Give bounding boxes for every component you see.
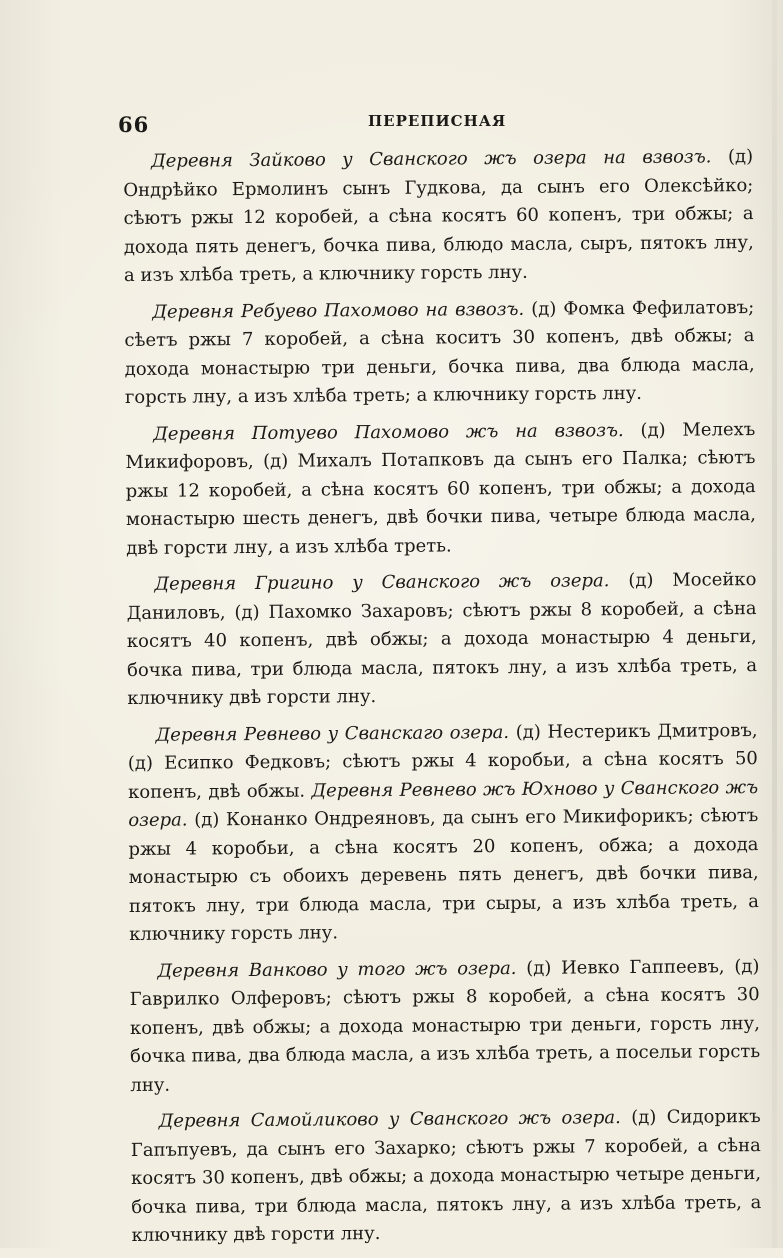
entry-text: (д) Иевко Гаппеевъ, (д) Гаврилко Олферовъ; сѣютъ ржы 8 коробей, а сѣна косятъ 30 копенъ, двѣ обжы; а дохода монастырю три деньги, горсть лну, бочка пива, два блюда масла, а изъ хлѣба треть, а посельи горсть лну. <box>129 955 761 1096</box>
village-name: Деревня Самойликово у Сванского жъ озера. <box>158 1107 621 1132</box>
entry-text: (д) Сидорикъ Гапъпуевъ, да сынъ его Захарко; сѣютъ ржы 7 коробей, а сѣна косятъ 30 копенъ, двѣ обжы; а дохода монастырю четыре деньги, бочка пива, три блюда масла, пятокъ лну, а изъ хлѣба треть, а ключнику двѣ горсти лну. <box>130 1106 762 1246</box>
entry-potuevo <box>125 416 756 563</box>
page-header <box>118 108 678 138</box>
entry-text: (д) Фомка Фефилатовъ; сѣетъ ржы 7 коробей, а сѣна коситъ 30 копенъ, двѣ обжы; а дохода монастырю три деньги, бочка пива, два блюда масла, горсть лну, а изъ хлѣба треть; а ключнику горсть лну. <box>124 296 755 408</box>
village-name: Деревня Ревнево у Сванскаго озера. <box>155 721 510 746</box>
document-body <box>123 143 762 1258</box>
entry-rebuevo <box>124 294 755 413</box>
entry-zaikovo <box>123 143 754 290</box>
entry-vankovo <box>129 953 760 1100</box>
entry-text: (д) Нестерикъ Дмитровъ, (д) Есипко Федковъ; сѣютъ ржы 4 коробьи, а сѣна косятъ 50 копенъ, двѣ обжы. <box>127 719 758 803</box>
entry-text: (д) Ондрѣйко Ермолинъ сынъ Гудкова, да сынъ его Олексѣйко; сѣютъ ржы 12 коробей, а сѣна косятъ 60 копенъ, три обжы; а дохода пять денегъ, бочка пива, блюдо масла, сыръ, пятокъ лну, а изъ хлѣба треть, а ключнику горсть лну. <box>123 146 754 286</box>
village-name: Деревня Ванково у того жъ озера. <box>157 957 517 982</box>
village-name: Деревня Потуево Пахомово жъ на взвозъ. <box>153 419 624 445</box>
entry-text: (д) Мелехъ Микифоровъ, (д) Михалъ Потапковъ да сынъ его Палка; сѣютъ ржы 12 коробей, а сѣна косятъ 60 копенъ, три обжы; а дохода монастырю шесть денегъ, двѣ бочки пива, четыре блюда масла, двѣ горсти лну, а изъ хлѣба треть. <box>125 418 756 559</box>
entry-text-secondary: (д) Конанко Ондреяновъ, да сынъ его Микифорикъ; сѣютъ ржы 4 коробьи, а сѣна косятъ 20 копенъ, обжа; а дохода монастырю съ обоихъ деревень пять денегъ, двѣ бочки пива, пятокъ лну, три блюда масла, три сыры, а изъ хлѣба треть, а ключнику горсть лну. <box>128 805 760 945</box>
entry-text: (д) Мосейко Даниловъ, (д) Пахомко Захаровъ; сѣютъ ржы 8 коробей, а сѣна косятъ 40 копенъ, двѣ обжы; а дохода монастырю 4 деньги, бочка пива, три блюда масла, пятокъ лну, а изъ хлѣба треть, а ключнику двѣ горсти лну. <box>126 569 758 709</box>
village-name: Деревня Григино у Сванского жъ озера. <box>154 570 610 595</box>
village-name: Деревня Ребуево Пахомово на взвозъ. <box>152 298 525 323</box>
scan-edge-shadow <box>772 0 777 1248</box>
running-title: ПЕРЕПИСНАЯ <box>368 112 507 130</box>
entry-samoilikovo <box>131 1103 762 1250</box>
entry-revnevo <box>128 717 760 950</box>
village-name: Деревня Зайково у Сванского жъ озера на взвозъ. <box>151 146 712 172</box>
entry-grigino <box>126 566 757 713</box>
village-name-secondary: Деревня Ревнево жъ Юхново у Сванского жъ озера. <box>128 776 759 831</box>
page-number: 66 <box>118 112 150 137</box>
